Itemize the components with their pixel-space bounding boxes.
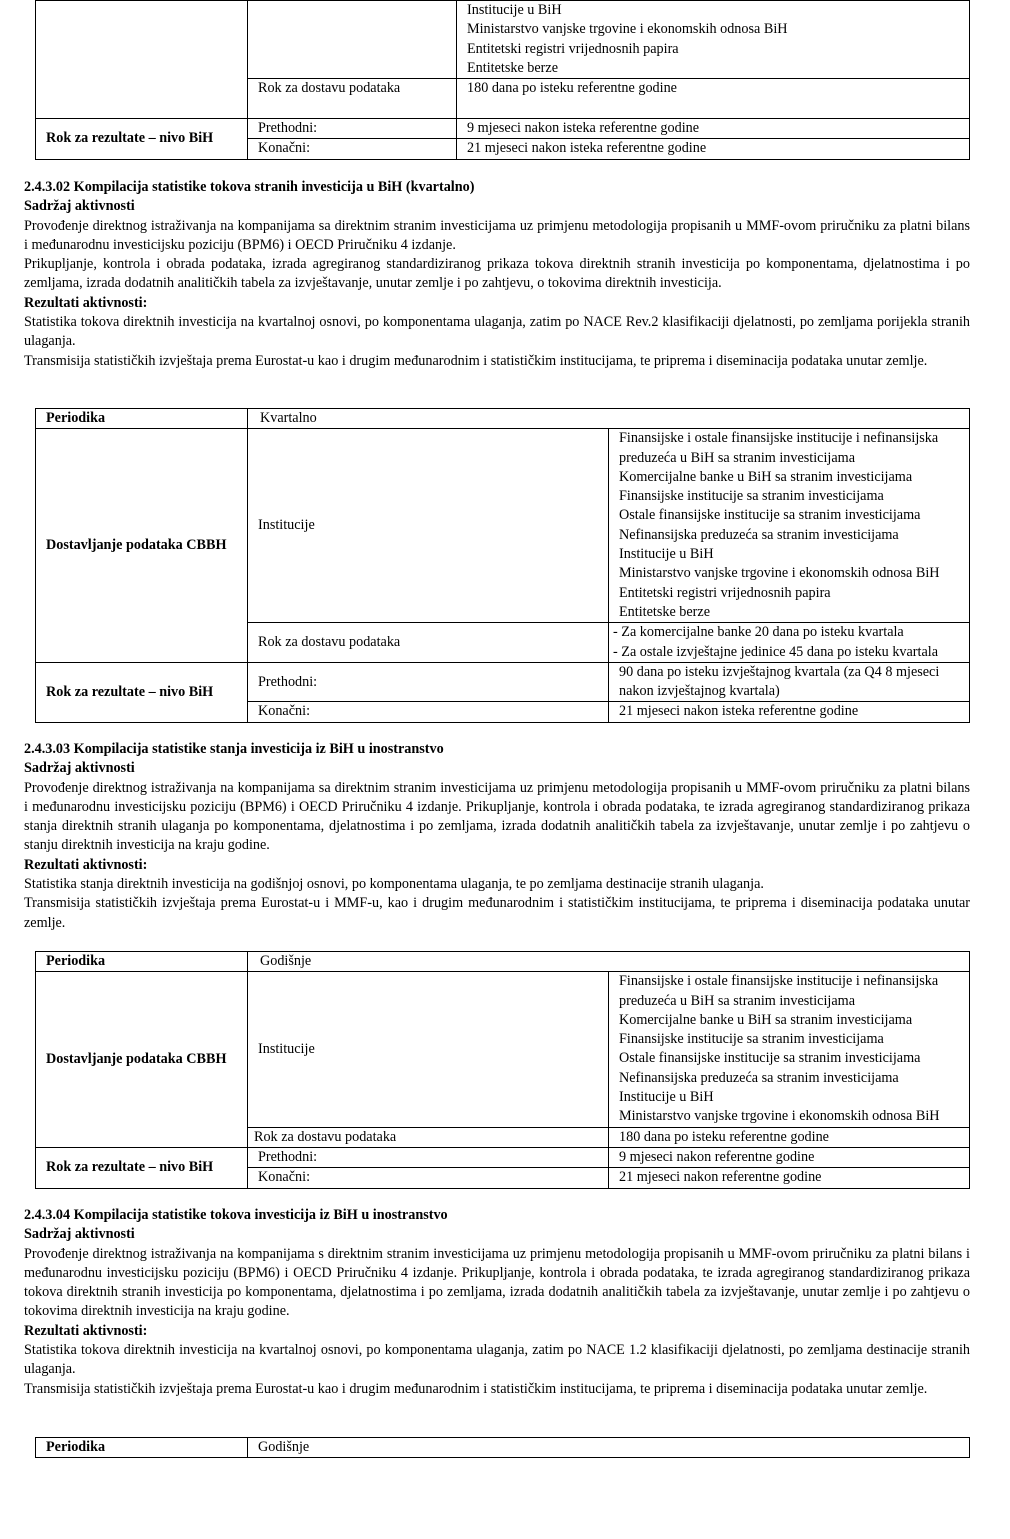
section-2-4-3-02 [24, 178, 970, 371]
results-deadline-label: Rok za rezultate – nivo BiH [36, 662, 248, 722]
paragraph: Provođenje direktnog istraživanja na kompanijama s direktnim stranim investicijama uz primjenu metodologija propisanih u MMF-ovom priručniku za platni bilans i međunarodnu investicijsku poziciju (BPM6) i OECD Priručniku 4 izdanje. Prikupljanje, kontrola i obrada podataka, te izrada agregiranog standardiziranog prikaza tokova direktnih stranih investicija po komponentama, djelatnostima i po zemljama, izrada dodatnih analitičkih tabela za izvještavanje, unutar zemlje i po zahtjevu o tokovima direktnih investicija na kraju godine. [24, 1245, 970, 1320]
list-item: Finansijske i ostale finansijske institucije i nefinansijska preduzeća u BiH sa stranim investicijama [619, 430, 939, 466]
list-item: Entitetski registri vrijednosnih papira [619, 584, 831, 601]
institutions-label: Institucije [248, 429, 609, 623]
list-item: - Za ostale izvještajne jedinice 45 dana po isteku kvartala [613, 643, 939, 660]
paragraph: Statistika tokova direktnih investicija na kvartalnoj osnovi, po komponentama ulaganja, zatim po NACE Rev.2 klasifikaciji djelatnosti, po zemljama porijekla stranih ulaganja. [24, 314, 970, 350]
deadline-label: Rok za dostavu podataka [248, 1127, 609, 1147]
final-value: 21 mjeseci nakon isteka referentne godine [609, 702, 970, 722]
final-label: Konačni: [248, 702, 609, 722]
table-cell-empty [248, 1, 457, 79]
deadline-label: Rok za dostavu podataka [248, 623, 609, 663]
periodicity-label: Periodika [36, 952, 248, 972]
section-2-4-3-03 [24, 740, 970, 933]
results-deadline-label: Rok za rezultate – nivo BiH [36, 119, 248, 160]
list-item: Entitetske berze [467, 59, 558, 76]
preliminary-value: 9 mjeseci nakon referentne godine [609, 1147, 970, 1167]
list-item: Ministarstvo vanjske trgovine i ekonomskih odnosa BiH [619, 565, 940, 582]
deadline-values [609, 623, 970, 663]
periodicity-label: Periodika [36, 409, 248, 429]
section-heading: 2.4.3.03 Kompilacija statistike stanja investicija iz BiH u inostranstvo [24, 741, 444, 757]
list-item: - Za komercijalne banke 20 dana po isteku kvartala [613, 624, 904, 641]
table-annual-flows [35, 1437, 970, 1458]
institutions-list [457, 1, 970, 79]
section-2-4-3-04 [24, 1206, 970, 1399]
preliminary-value: 90 dana po isteku izvještajnog kvartala (za Q4 8 mjeseci nakon izvještajnog kvartala) [609, 662, 970, 702]
final-label: Konačni: [248, 139, 457, 159]
table-annual-stocks [35, 951, 970, 1189]
deadline-label: Rok za dostavu podataka [248, 79, 457, 119]
list-item: Ministarstvo vanjske trgovine i ekonomskih odnosa BiH [467, 21, 788, 38]
activity-content-label: Sadržaj aktivnosti [24, 760, 135, 777]
table-cell-empty [36, 1, 248, 119]
periodicity-label: Periodika [36, 1438, 248, 1458]
data-delivery-label: Dostavljanje podataka CBBH [36, 429, 248, 663]
list-item: Komercijalne banke u BiH sa stranim investicijama [619, 1011, 913, 1028]
results-deadline-label: Rok za rezultate – nivo BiH [36, 1147, 248, 1188]
preliminary-label: Prethodni: [248, 662, 609, 702]
section-heading: 2.4.3.04 Kompilacija statistike tokova investicija iz BiH u inostranstvo [24, 1207, 448, 1223]
paragraph: Transmisija statističkih izvještaja prema Eurostat-u i MMF-u, kao i drugim međunarodnim i statističkim institucijama, te priprema i diseminacija podataka unutar zemlje. [24, 895, 970, 931]
deadline-value: 180 dana po isteku referentne godine [457, 79, 970, 119]
section-heading: 2.4.3.02 Kompilacija statistike tokova stranih investicija u BiH (kvartalno) [24, 179, 475, 195]
periodicity-value: Godišnje [248, 952, 970, 972]
paragraph: Statistika stanja direktnih investicija na godišnjoj osnovi, po komponentama ulaganja, te po zemljama destinacije stranih ulaganja. [24, 876, 764, 893]
list-item: Institucije u BiH [467, 2, 562, 18]
paragraph: Statistika tokova direktnih investicija na kvartalnoj osnovi, po komponentama ulaganja, zatim po NACE 1.2 klasifikaciji djelatnosti, po zemljama destinacije stranih ulaganja. [24, 1342, 970, 1378]
list-item: Nefinansijska preduzeća sa stranim investicijama [619, 526, 899, 543]
data-delivery-label: Dostavljanje podataka CBBH [36, 972, 248, 1148]
list-item: Institucije u BiH [619, 546, 714, 563]
periodicity-value: Godišnje [248, 1438, 970, 1458]
list-item: Nefinansijska preduzeća sa stranim investicijama [619, 1069, 899, 1086]
list-item: Entitetske berze [619, 603, 710, 620]
paragraph: Transmisija statističkih izvještaja prema Eurostat-u kao i drugim međunarodnim i statističkim institucijama, te priprema i diseminacija podataka unutar zemlje. [24, 352, 928, 369]
institutions-label: Institucije [248, 972, 609, 1127]
paragraph: Transmisija statističkih izvještaja prema Eurostat-u kao i drugim međunarodnim i statističkim institucijama, te priprema i diseminacija podataka unutar zemlje. [24, 1380, 928, 1397]
paragraph: Provođenje direktnog istraživanja na kompanijama sa direktnim stranim investicijama uz primjenu metodologija propisanih u MMF-ovom priručniku za platni bilans i međunarodnu investicijsku poziciju (BPM6) i OECD Priručniku 4 izdanje. [24, 217, 970, 253]
deadline-value: 180 dana po isteku referentne godine [609, 1127, 970, 1147]
list-item: Ostale finansijske institucije sa stranim investicijama [619, 507, 921, 524]
list-item: Finansijske i ostale finansijske institucije i nefinansijska preduzeća u BiH sa stranim investicijama [619, 973, 939, 1009]
list-item: Institucije u BiH [619, 1089, 714, 1106]
list-item: Ostale finansijske institucije sa stranim investicijama [619, 1050, 921, 1067]
preliminary-label: Prethodni: [248, 119, 457, 139]
list-item: Entitetski registri vrijednosnih papira [467, 40, 679, 57]
table-continued [35, 0, 970, 160]
activity-results-label: Rezultati aktivnosti: [24, 294, 148, 311]
list-item: Finansijske institucije sa stranim investicijama [619, 1031, 884, 1048]
periodicity-value: Kvartalno [248, 409, 970, 429]
final-label: Konačni: [248, 1168, 609, 1188]
paragraph: Provođenje direktnog istraživanja na kompanijama sa direktnim stranim investicijama uz primjenu metodologija propisanih u MMF-ovom priručniku za platni bilans i međunarodnu investicijsku poziciju (BPM6) i OECD Priručniku 4 izdanje. Prikupljanje, kontrola i obrada podataka, te izrada agregiranog standardiziranog prikaza stanja direktnih stranih ulaganja po komponentama, djelatnostima i po zemljama, izrada dodatnih analitičkih tabela za izvještavanje, unutar zemlje i po zahtjevu o stanju direktnih investicija na kraju godine. [24, 779, 970, 854]
activity-results-label: Rezultati aktivnosti: [24, 1322, 148, 1339]
list-item: Ministarstvo vanjske trgovine i ekonomskih odnosa BiH [619, 1108, 940, 1125]
list-item: Finansijske institucije sa stranim investicijama [619, 488, 884, 505]
paragraph: Prikupljanje, kontrola i obrada podataka, izrada agregiranog standardiziranog prikaza tokova direktnih stranih investicija po komponentama, djelatnostima i po zemljama, izrada dodatnih analitičkih tabela za izvještavanje, unutar zemlje i po zahtjevu, o tokovima direktnih investicija. [24, 256, 970, 292]
list-item: Komercijalne banke u BiH sa stranim investicijama [619, 468, 913, 485]
preliminary-label: Prethodni: [248, 1147, 609, 1167]
activity-content-label: Sadržaj aktivnosti [24, 198, 135, 215]
final-value: 21 mjeseci nakon referentne godine [609, 1168, 970, 1188]
final-value: 21 mjeseci nakon isteka referentne godine [457, 139, 970, 159]
institutions-list [609, 429, 970, 623]
activity-results-label: Rezultati aktivnosti: [24, 856, 148, 873]
activity-content-label: Sadržaj aktivnosti [24, 1226, 135, 1243]
institutions-list [609, 972, 970, 1127]
table-quarterly-flows [35, 408, 970, 723]
preliminary-value: 9 mjeseci nakon isteka referentne godine [457, 119, 970, 139]
